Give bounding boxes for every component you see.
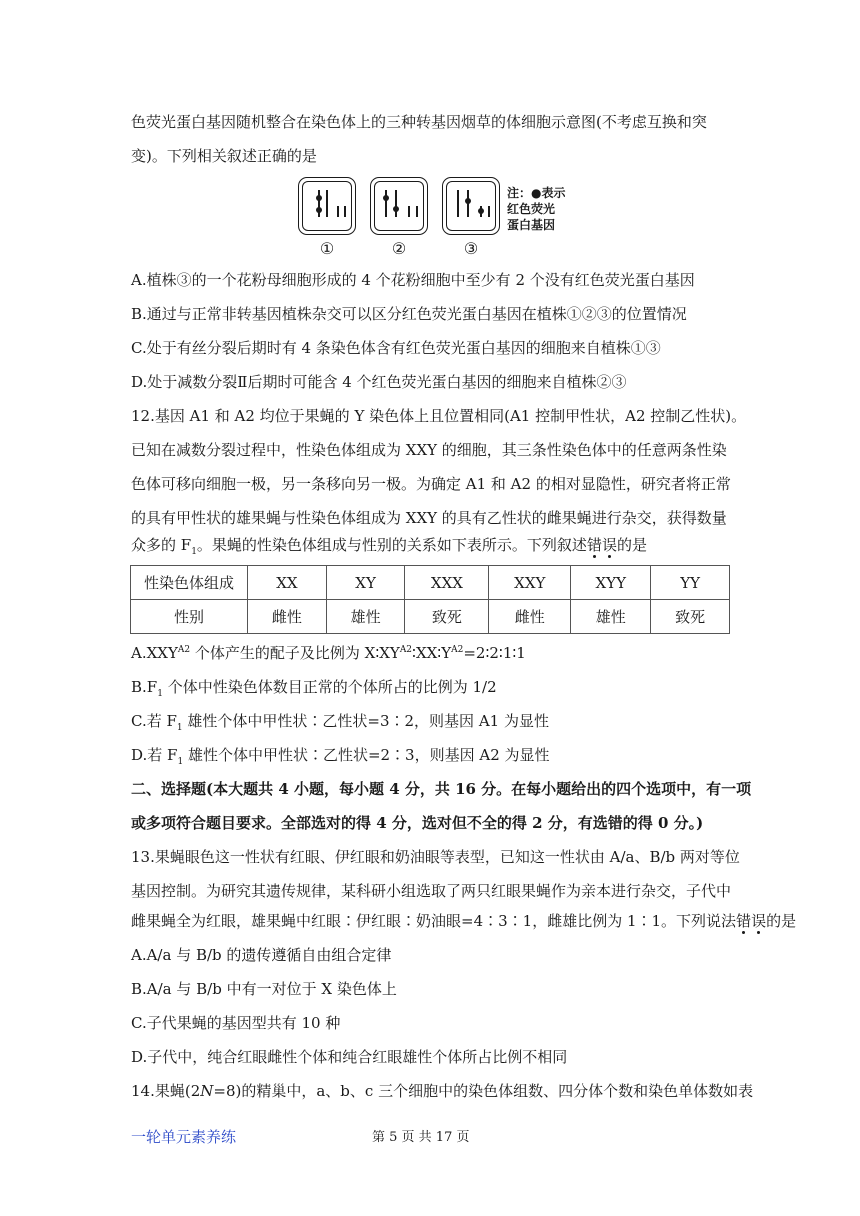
gene-dot xyxy=(316,207,322,213)
gene-dot xyxy=(393,206,399,212)
section-2-heading-1: 二、选择题(本大题共 4 小题，每小题 4 分，共 16 分。在每小题给出的四个选项中，有一项 xyxy=(131,780,752,798)
q13-line-3: 雌果蝇全为红眼，雄果蝇中红眼∶伊红眼∶奶油眼=4∶3∶1，雌雄比例为 1∶1。下列说法错误的是 xyxy=(131,912,797,930)
q12-option-b: $B.F_1$ 个体中性染色体数目正常的个体所占的比例为 1/2 xyxy=(131,678,497,699)
diagram-note: 注：●表示 红色荧光 蛋白基因 xyxy=(507,186,566,232)
intro-line-2: 变)。下列相关叙述正确的是 xyxy=(131,147,317,165)
q12-option-c: C.若 $F_1$ 雄性个体中甲性状∶乙性状=3∶2，则基因 A1 为显性 xyxy=(131,712,549,733)
cell-3 xyxy=(442,177,500,235)
cell-label-2: ② xyxy=(391,239,407,258)
table-row xyxy=(131,600,730,634)
q13-option-c: C.子代果蝇的基因型共有 10 种 xyxy=(131,1014,341,1032)
gene-dot xyxy=(316,195,322,201)
table-cell: 雌性 xyxy=(489,600,571,634)
cell-1 xyxy=(298,177,356,235)
cell-label-1: ① xyxy=(319,239,335,258)
gene-dot xyxy=(478,208,484,214)
gene-dot xyxy=(465,198,471,204)
table-cell: 雄性 xyxy=(326,600,405,634)
table-cell: YY xyxy=(651,566,730,600)
cell-2 xyxy=(370,177,428,235)
footer-series-title: 一轮单元素养练 xyxy=(131,1128,237,1146)
q12-option-a: $A.XXY^{A2}$ 个体产生的配子及比例为 $X∶XY^{A2}∶XX∶Y^{A2}=2∶2∶1∶1$ xyxy=(131,644,526,662)
cell-label-3: ③ xyxy=(463,239,479,258)
q13-line-1: 13.果蝇眼色这一性状有红眼、伊红眼和奶油眼等表型，已知这一性状由 A/a、B/b 两对等位 xyxy=(131,848,740,866)
table-cell: XXY xyxy=(489,566,571,600)
q11-option-d: D.处于减数分裂Ⅱ后期时可能含 4 个红色荧光蛋白基因的细胞来自植株②③ xyxy=(131,373,627,391)
footer-page-number: 第 5 页 共 17 页 xyxy=(372,1130,470,1145)
q12-line-1: 12.基因 A1 和 A2 均位于果蝇的 Y 染色体上且位置相同(A1 控制甲性状，A2 控制乙性状)。 xyxy=(131,407,747,425)
intro-line-1: 色荧光蛋白基因随机整合在染色体上的三种转基因烟草的体细胞示意图(不考虑互换和突 xyxy=(131,113,707,131)
q11-option-c: C.处于有丝分裂后期时有 4 条染色体含有红色荧光蛋白基因的细胞来自植株①③ xyxy=(131,339,661,357)
table-row xyxy=(131,566,730,600)
table-cell: 雄性 xyxy=(571,600,651,634)
section-2-heading-2: 或多项符合题目要求。全部选对的得 4 分，选对但不全的得 2 分，有选错的得 0 分。) xyxy=(131,814,704,832)
table-cell: 致死 xyxy=(651,600,730,634)
q14-line-1: 14.果蝇(2N=8)的精巢中，a、b、c 三个细胞中的染色体组数、四分体个数和染色单体数如表 xyxy=(131,1082,754,1100)
table-cell: XXX xyxy=(405,566,489,600)
q12-line-3: 色体可移向细胞一极，另一条移向另一极。为确定 A1 和 A2 的相对显隐性，研究者将正常 xyxy=(131,475,731,493)
table-cell: 致死 xyxy=(405,600,489,634)
q13-option-b: B.A/a 与 B/b 中有一对位于 X 染色体上 xyxy=(131,980,397,998)
q11-option-b: B.通过与正常非转基因植株杂交可以区分红色荧光蛋白基因在植株①②③的位置情况 xyxy=(131,305,687,323)
table-cell: XX xyxy=(248,566,327,600)
gene-dot xyxy=(383,195,389,201)
table-row-label: 性别 xyxy=(131,600,248,634)
table-header-label: 性染色体组成 xyxy=(131,566,248,600)
table-cell: XYY xyxy=(571,566,651,600)
q12-option-d: D.若 $F_1$ 雄性个体中甲性状∶乙性状=2∶3，则基因 A2 为显性 xyxy=(131,746,550,767)
table-cell: 雌性 xyxy=(248,600,327,634)
q12-line-4: 的具有甲性状的雄果蝇与性染色体组成为 XXY 的具有乙性状的雌果蝇进行杂交，获得数量 xyxy=(131,509,727,527)
q13-option-a: A.A/a 与 B/b 的遗传遵循自由组合定律 xyxy=(131,946,392,964)
q12-line-2: 已知在减数分裂过程中，性染色体组成为 XXY 的细胞，其三条性染色体中的任意两条性染 xyxy=(131,441,727,459)
table-cell: XY xyxy=(326,566,405,600)
sex-chromosome-table xyxy=(130,565,730,634)
q12-line-5: 众多的 $F_1$。果蝇的性染色体组成与性别的关系如下表所示。下列叙述错误的是 xyxy=(131,536,647,557)
chromosome-diagram xyxy=(298,177,568,261)
q11-option-a: A.植株③的一个花粉母细胞形成的 4 个花粉细胞中至少有 2 个没有红色荧光蛋白基因 xyxy=(131,271,695,289)
q13-line-2: 基因控制。为研究其遗传规律，某科研小组选取了两只红眼果蝇作为亲本进行杂交，子代中 xyxy=(131,882,732,900)
q13-option-d: D.子代中，纯合红眼雌性个体和纯合红眼雄性个体所占比例不相同 xyxy=(131,1048,568,1066)
